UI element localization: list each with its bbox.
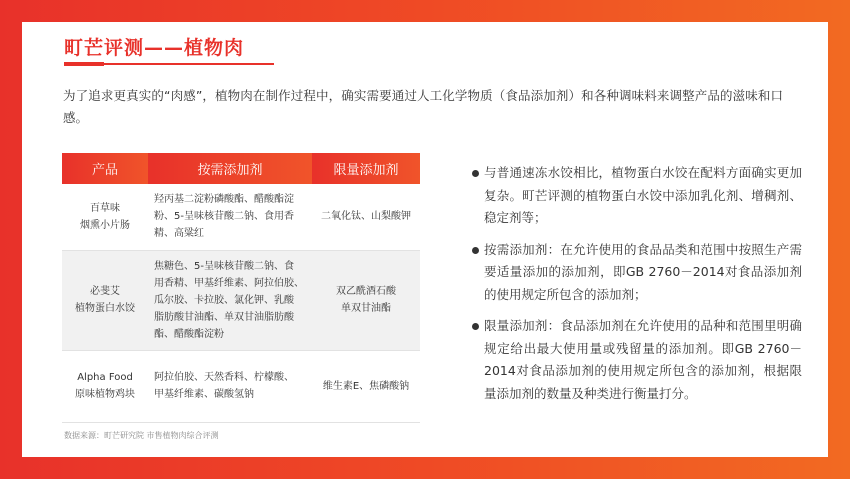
on-demand-line: 瓜尔胶、卡拉胶、氯化钾、乳酸: [154, 294, 294, 306]
product-line: Alpha Food: [77, 372, 133, 383]
bullet-text: 与普通速冻水饺相比，植物蛋白水饺在配料方面确实更加复杂。町芒评测的植物蛋白水饺中添加乳化剂、增稠剂、稳定剂等；: [484, 165, 802, 225]
on-demand-cell: [148, 350, 312, 422]
table-row: [62, 184, 420, 250]
bullet-dot-icon: [472, 247, 479, 254]
product-line: 百草味: [90, 202, 120, 214]
bullet-item: [472, 239, 802, 307]
limited-line: 二氧化钛、山梨酸钾: [321, 211, 411, 223]
on-demand-line: 阿拉伯胶、天然香料、柠檬酸、: [154, 372, 294, 383]
additive-table: [62, 153, 420, 423]
table-header-row: [62, 153, 420, 184]
product-line: 植物蛋白水饺: [75, 303, 135, 314]
on-demand-line: 精、高粱红: [154, 228, 204, 240]
column-header-product: 产品: [62, 153, 148, 184]
page-title: 町芒评测——植物肉: [64, 37, 245, 59]
bullet-text: 按需添加剂：在允许使用的食品品类和范围中按照生产需要适量添加的添加剂，即GB 2760－2014对食品添加剂的使用规定所包含的添加剂；: [484, 241, 802, 302]
on-demand-line: 甲基纤维素、碳酸氢钠: [154, 389, 254, 400]
on-demand-line: 酯、醋酸酯淀粉: [154, 328, 224, 340]
bullet-text: 限量添加剂：食品添加剂在允许使用的品种和范围里明确规定给出最大使用量或残留量的添加剂。即GB 2760－2014对食品添加剂的使用规定所包含的添加剂，根据限量添加剂的数量及种类进行衡量打分。: [484, 318, 802, 401]
limited-line: 双乙酰酒石酸: [336, 286, 396, 297]
table-row: [62, 350, 420, 422]
product-line: 烟熏小片肠: [80, 219, 130, 231]
limited-cell: [312, 250, 420, 350]
title-underline: [64, 63, 274, 65]
bullet-dot-icon: [472, 323, 479, 330]
on-demand-cell: [148, 250, 312, 350]
product-line: 原味植物鸡块: [75, 389, 135, 400]
on-demand-line: 脂肪酸甘油酯、单双甘油脂肪酸: [154, 311, 294, 323]
title-block: [64, 35, 244, 61]
limited-line: 维生素E、焦磷酸钠: [322, 380, 410, 392]
product-cell: [62, 250, 148, 350]
on-demand-line: 用香精、甲基纤维素、阿拉伯胶、: [154, 277, 304, 289]
on-demand-cell: [148, 184, 312, 250]
table-row: [62, 250, 420, 350]
data-source-note: 数据来源：町芒研究院 市售植物肉综合评测: [64, 431, 219, 440]
on-demand-line: 焦糖色、5-呈味核苷酸二钠、食: [154, 260, 294, 272]
on-demand-line: 粉、5-呈味核苷酸二钠、食用香: [154, 211, 294, 223]
bullet-item: [472, 315, 802, 405]
on-demand-line: 羟丙基二淀粉磷酸酯、醋酸酯淀: [154, 194, 294, 206]
limited-cell: [312, 350, 420, 422]
product-cell: [62, 184, 148, 250]
bullet-list: [472, 162, 802, 414]
limited-line: 单双甘油酯: [341, 303, 391, 314]
product-line: 必斐艾: [90, 286, 120, 297]
limited-cell: [312, 184, 420, 250]
column-header-on-demand: 按需添加剂: [148, 153, 312, 184]
intro-paragraph: 为了追求更真实的“肉感”，植物肉在制作过程中，确实需要通过人工化学物质（食品添加剂）和各种调味料来调整产品的滋味和口感。: [63, 88, 783, 125]
bullet-item: [472, 162, 802, 230]
column-header-limited: 限量添加剂: [312, 153, 420, 184]
slide-panel: [22, 22, 828, 457]
product-cell: [62, 350, 148, 422]
bullet-dot-icon: [472, 170, 479, 177]
